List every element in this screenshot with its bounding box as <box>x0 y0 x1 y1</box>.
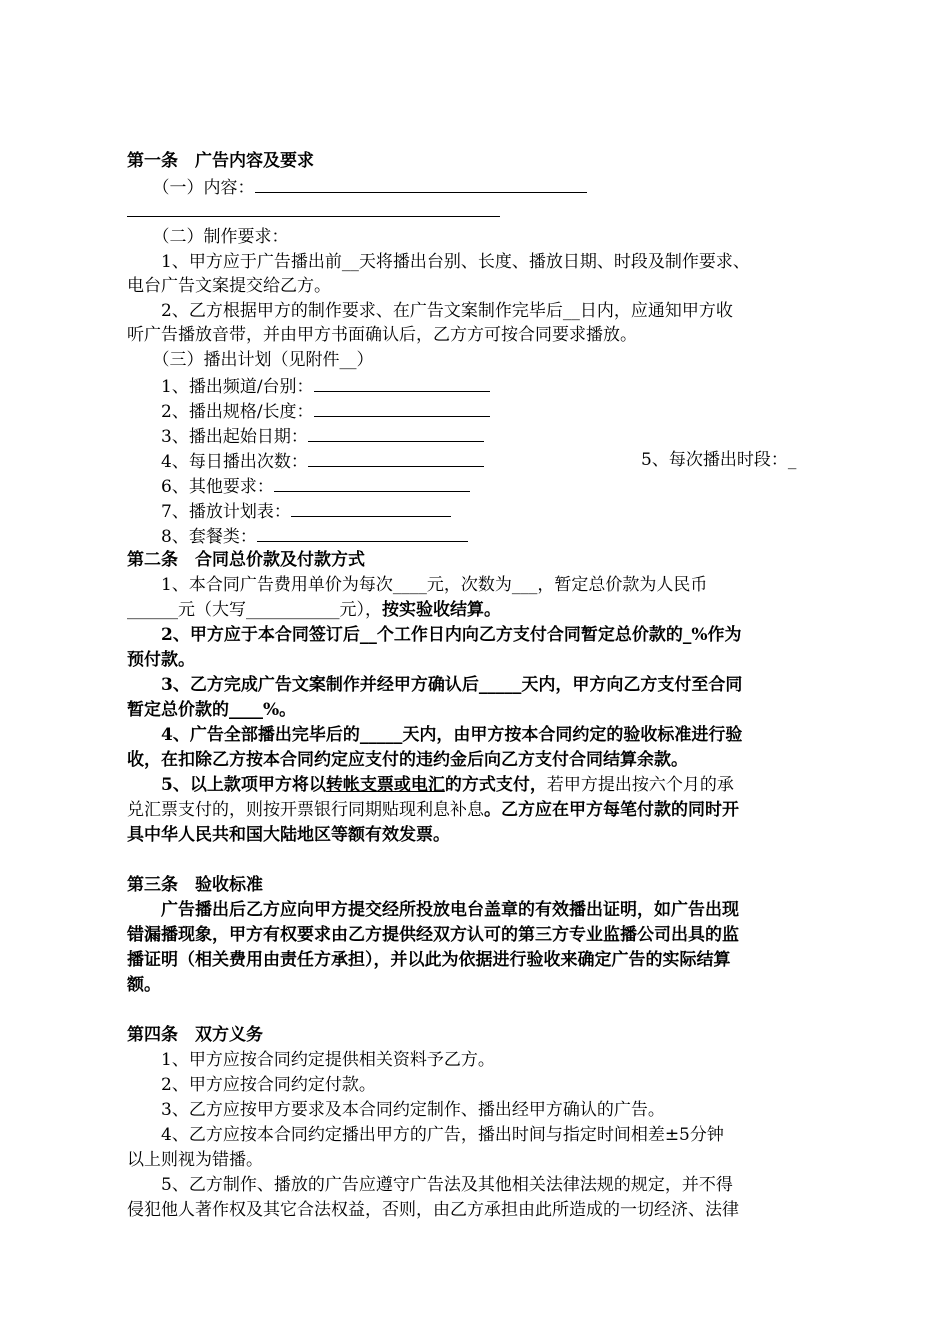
content-label: （一）内容： <box>127 178 255 198</box>
payment-item-2-line-2: 预付款。 <box>127 650 195 670</box>
plan-item-5: 5、每次播出时段：_ <box>641 450 797 470</box>
plan-item-blank <box>257 523 468 542</box>
plan-item-blank <box>308 423 484 442</box>
article-1-title: 第一条 广告内容及要求 <box>127 151 314 171</box>
plan-label: （三）播出计划（见附件__） <box>127 350 374 370</box>
obligation-line-4: 4、乙方应按本合同约定播出甲方的广告，播出时间与指定时间相差±5分钟 <box>127 1125 724 1145</box>
plan-item <box>127 523 468 549</box>
content-line-2 <box>127 198 500 224</box>
plan-item-blank <box>314 373 490 392</box>
plan-item <box>127 498 451 524</box>
payment-item-4-line-1: 4、广告全部播出完毕后的_____天内，由甲方按本合同约定的验收标准进行验 <box>127 725 743 745</box>
payment-item-5-line-1 <box>127 773 734 797</box>
plan-item <box>127 398 490 424</box>
plan-item-blank <box>291 498 451 517</box>
acceptance-line-4: 额。 <box>127 975 161 995</box>
payment-item-2-line-1: 2、甲方应于本合同签订后__个工作日内向乙方支付合同暂定总价款的_%作为 <box>127 625 742 645</box>
obligation-line-1: 1、甲方应按合同约定提供相关资料予乙方。 <box>127 1050 495 1070</box>
plan-item-label: 8、套餐类： <box>127 527 257 547</box>
content-blank <box>255 174 587 193</box>
bill-clause-end: 兑汇票支付的，则按开票银行同期贴现利息补息 <box>127 800 484 820</box>
production-item-1-line-2: 电台广告文案提交给乙方。 <box>127 276 331 296</box>
obligation-line-7: 侵犯他人著作权及其它合法权益，否则，由乙方承担由此所造成的一切经济、法律 <box>127 1200 739 1220</box>
plan-item <box>127 423 484 449</box>
content-line <box>127 174 587 200</box>
payment-amount-text: ______元（大写___________元）， <box>127 600 382 620</box>
acceptance-line-3: 播证明（相关费用由责任方承担），并以此为依据进行验收来确定广告的实际结算 <box>127 950 731 970</box>
production-label: （二）制作要求： <box>127 227 289 247</box>
obligation-line-6: 5、乙方制作、播放的广告应遵守广告法及其他相关法律法规的规定，并不得 <box>127 1175 733 1195</box>
production-item-2-line-1: 2、乙方根据甲方的制作要求、在广告文案制作完毕后__日内，应通知甲方收 <box>127 301 733 321</box>
acceptance-line-2: 错漏播现象，甲方有权要求由乙方提供经双方认可的第三方专业监播公司出具的监 <box>127 925 739 945</box>
acceptance-line-1: 广告播出后乙方应向甲方提交经所投放电台盖章的有效播出证明，如广告出现 <box>127 900 739 920</box>
plan-item-label: 6、其他要求： <box>127 477 274 497</box>
plan-item <box>127 473 470 499</box>
obligation-line-2: 2、甲方应按合同约定付款。 <box>127 1075 376 1095</box>
payment-method-prefix: 5、以上款项甲方将以 <box>127 775 326 795</box>
payment-item-5-line-3: 具中华人民共和国大陆地区等额有效发票。 <box>127 825 450 845</box>
plan-item-label: 2、播出规格/长度： <box>127 402 314 422</box>
payment-item-3-line-2: 暂定总价款的____%。 <box>127 700 297 720</box>
plan-item-label: 7、播放计划表： <box>127 502 291 522</box>
plan-item-blank <box>274 473 470 492</box>
article-3-title: 第三条 验收标准 <box>127 875 263 895</box>
production-item-1-line-1: 1、甲方应于广告播出前__天将播出台别、长度、播放日期、时段及制作要求、 <box>127 252 750 272</box>
payment-item-1-line-1: 1、本合同广告费用单价为每次____元，次数为___，暂定总价款为人民币 <box>127 575 708 595</box>
payment-item-4-line-2: 收，在扣除乙方按本合同约定应支付的违约金后向乙方支付合同结算余款。 <box>127 750 688 770</box>
plan-item-label: 3、播出起始日期： <box>127 427 308 447</box>
plan-item-label: 1、播出频道/台别： <box>127 377 314 397</box>
plan-item-blank <box>308 448 484 467</box>
bill-clause-start: 若甲方提出按六个月的承 <box>546 775 734 795</box>
article-4-title: 第四条 双方义务 <box>127 1025 263 1045</box>
obligation-line-3: 3、乙方应按甲方要求及本合同约定制作、播出经甲方确认的广告。 <box>127 1100 665 1120</box>
content-blank-2 <box>127 198 500 217</box>
payment-item-5-line-2 <box>127 798 739 822</box>
obligation-line-5: 以上则视为错播。 <box>127 1150 263 1170</box>
production-item-2-line-2: 听广告播放音带，并由甲方书面确认后，乙方方可按合同要求播放。 <box>127 325 637 345</box>
payment-method: 转帐支票或电汇 <box>325 775 445 795</box>
payment-item-3-line-1: 3、乙方完成广告文案制作并经甲方确认后_____天内，甲方向乙方支付至合同 <box>127 675 743 695</box>
invoice-clause-start: 。乙方应在甲方每笔付款的同时开 <box>484 800 739 820</box>
payment-method-suffix: 的方式支付， <box>444 775 547 795</box>
plan-item <box>127 448 484 474</box>
plan-item <box>127 373 490 399</box>
payment-settlement-text: 按实验收结算。 <box>382 600 501 620</box>
payment-item-1-line-2 <box>127 598 501 622</box>
plan-item-blank <box>314 398 490 417</box>
plan-item-label: 4、每日播出次数： <box>127 452 308 472</box>
article-2-title: 第二条 合同总价款及付款方式 <box>127 550 365 570</box>
